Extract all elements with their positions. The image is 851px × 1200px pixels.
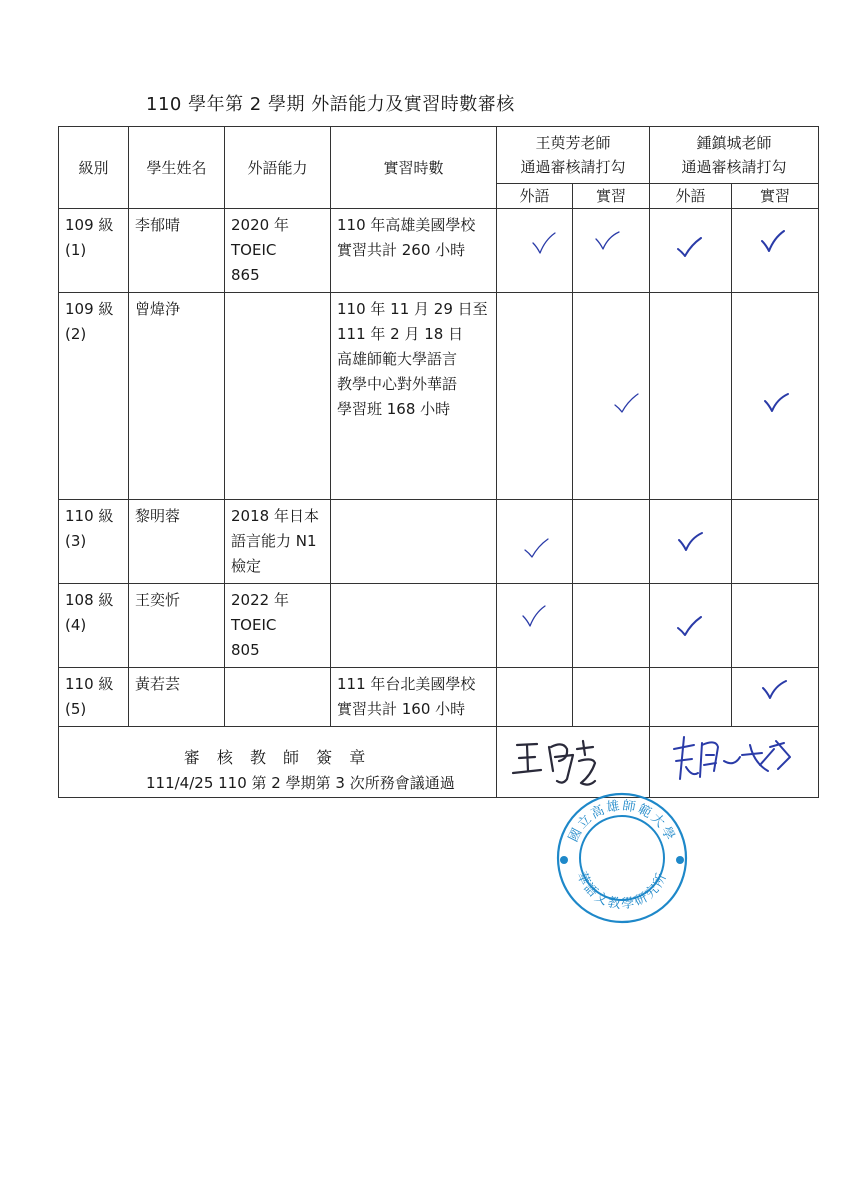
grade-text: 110 級 xyxy=(65,507,114,525)
checkmark-icon xyxy=(760,678,788,704)
cell-grade xyxy=(59,668,129,727)
checkmark-icon xyxy=(593,229,621,255)
intern-line: 教學中心對外華語 xyxy=(337,375,458,393)
cell-language xyxy=(225,584,331,668)
table-row xyxy=(59,584,819,668)
table-row xyxy=(59,209,819,293)
cell-t1-intern xyxy=(573,500,650,584)
student-name: 黎明蓉 xyxy=(135,507,181,525)
cell-t1-language xyxy=(497,209,573,293)
checkmark-icon xyxy=(676,530,704,556)
checkmark-icon xyxy=(521,604,549,630)
cell-student-name xyxy=(129,293,225,500)
grade-text: 109 級 xyxy=(65,300,114,318)
intern-line: 實習共計 260 小時 xyxy=(337,241,466,259)
cell-grade xyxy=(59,584,129,668)
grade-text: 109 級 xyxy=(65,216,114,234)
header-language: 外語能力 xyxy=(225,127,331,209)
sub-t1-intern: 實習 xyxy=(573,184,650,209)
header-grade: 級別 xyxy=(59,127,129,209)
cell-t2-language xyxy=(650,209,732,293)
cell-t2-intern xyxy=(732,584,819,668)
cell-t1-intern xyxy=(573,668,650,727)
row-index: (1) xyxy=(65,241,87,259)
language-line: 805 xyxy=(231,641,260,659)
language-line: 2022 年 xyxy=(231,591,289,609)
header-teacher2 xyxy=(650,127,819,184)
cell-language xyxy=(225,293,331,500)
checkmark-icon xyxy=(523,536,551,562)
table-row xyxy=(59,293,819,500)
cell-t1-language xyxy=(497,293,573,500)
sub-t1-language: 外語 xyxy=(497,184,573,209)
language-line: 檢定 xyxy=(231,557,262,575)
cell-t2-language xyxy=(650,293,732,500)
signature-teacher2 xyxy=(650,727,819,798)
header-row xyxy=(59,127,819,184)
teacher1-name: 王萸芳老師 xyxy=(535,134,611,152)
checkmark-icon xyxy=(760,229,788,255)
svg-text:華語文教學研究所 xyxy=(573,869,670,912)
student-name: 曾煒浄 xyxy=(135,300,181,318)
intern-line: 實習共計 160 小時 xyxy=(337,700,466,718)
header-intern: 實習時數 xyxy=(331,127,497,209)
cell-t2-intern xyxy=(732,668,819,727)
signature-teacher1 xyxy=(497,727,650,798)
cell-t1-intern xyxy=(573,293,650,500)
cell-t1-intern xyxy=(573,584,650,668)
cell-t1-language xyxy=(497,668,573,727)
table-row xyxy=(59,668,819,727)
checkmark-icon xyxy=(762,391,790,417)
cell-grade xyxy=(59,500,129,584)
row-index: (5) xyxy=(65,700,87,718)
institution-seal xyxy=(552,788,692,928)
sub-t2-language: 外語 xyxy=(650,184,732,209)
seal-bottom-text: 華語文教學研究所 xyxy=(573,869,671,913)
language-line: TOEIC xyxy=(231,241,277,259)
checkmark-icon xyxy=(531,231,559,257)
cell-language xyxy=(225,209,331,293)
checkmark-icon xyxy=(676,614,704,640)
handwritten-signature-2 xyxy=(650,727,818,789)
checkmark-icon xyxy=(676,235,704,261)
cell-t2-language xyxy=(650,668,732,727)
student-name: 李郁晴 xyxy=(135,216,181,234)
language-line: 語言能力 N1 xyxy=(231,532,317,550)
seal-flower-left-icon xyxy=(560,856,568,864)
teacher2-name: 鍾鎮城老師 xyxy=(696,134,772,152)
student-name: 黃若芸 xyxy=(135,675,181,693)
cell-intern-hours xyxy=(331,668,497,727)
checkmark-icon xyxy=(613,391,641,417)
signature-label: 審 核 教 師 簽 章 xyxy=(183,748,372,767)
seal-flower-right-icon xyxy=(676,856,684,864)
footnote: 111/4/25 110 第 2 學期第 3 次所務會議通過 xyxy=(146,774,455,792)
seal-top-text: 國立高雄師範大學 xyxy=(566,798,678,845)
cell-student-name xyxy=(129,209,225,293)
cell-t2-language xyxy=(650,500,732,584)
intern-line: 學習班 168 小時 xyxy=(337,400,451,418)
intern-line: 高雄師範大學語言 xyxy=(337,350,458,368)
header-teacher1 xyxy=(497,127,650,184)
intern-line: 110 年高雄美國學校 xyxy=(337,216,476,234)
cell-t1-language xyxy=(497,500,573,584)
row-index: (4) xyxy=(65,616,87,634)
handwritten-signature-1 xyxy=(497,727,649,789)
table-row xyxy=(59,500,819,584)
page-title: 110 學年第 2 學期 外語能力及實習時數審核 xyxy=(146,94,515,115)
cell-grade xyxy=(59,293,129,500)
cell-t1-intern xyxy=(573,209,650,293)
cell-language xyxy=(225,500,331,584)
intern-line: 111 年台北美國學校 xyxy=(337,675,476,693)
review-table xyxy=(58,126,819,798)
cell-student-name xyxy=(129,500,225,584)
grade-text: 108 級 xyxy=(65,591,114,609)
row-index: (3) xyxy=(65,532,87,550)
intern-line: 111 年 2 月 18 日 xyxy=(337,325,464,343)
grade-text: 110 級 xyxy=(65,675,114,693)
sub-t2-intern: 實習 xyxy=(732,184,819,209)
cell-grade xyxy=(59,209,129,293)
cell-t2-intern xyxy=(732,293,819,500)
language-line: 2020 年 xyxy=(231,216,289,234)
cell-intern-hours xyxy=(331,293,497,500)
cell-intern-hours xyxy=(331,500,497,584)
cell-t2-intern xyxy=(732,500,819,584)
svg-text:國立高雄師範大學 xyxy=(566,798,678,845)
cell-intern-hours xyxy=(331,209,497,293)
cell-language xyxy=(225,668,331,727)
header-name: 學生姓名 xyxy=(129,127,225,209)
language-line: 865 xyxy=(231,266,260,284)
intern-line: 110 年 11 月 29 日至 xyxy=(337,300,488,318)
cell-t2-language xyxy=(650,584,732,668)
cell-t1-language xyxy=(497,584,573,668)
student-name: 王奕忻 xyxy=(135,591,181,609)
row-index: (2) xyxy=(65,325,87,343)
cell-t2-intern xyxy=(732,209,819,293)
language-line: 2018 年日本 xyxy=(231,507,319,525)
language-line: TOEIC xyxy=(231,616,277,634)
cell-intern-hours xyxy=(331,584,497,668)
cell-student-name xyxy=(129,584,225,668)
teacher1-note: 通過審核請打勾 xyxy=(520,158,626,176)
teacher2-note: 通過審核請打勾 xyxy=(681,158,787,176)
cell-student-name xyxy=(129,668,225,727)
